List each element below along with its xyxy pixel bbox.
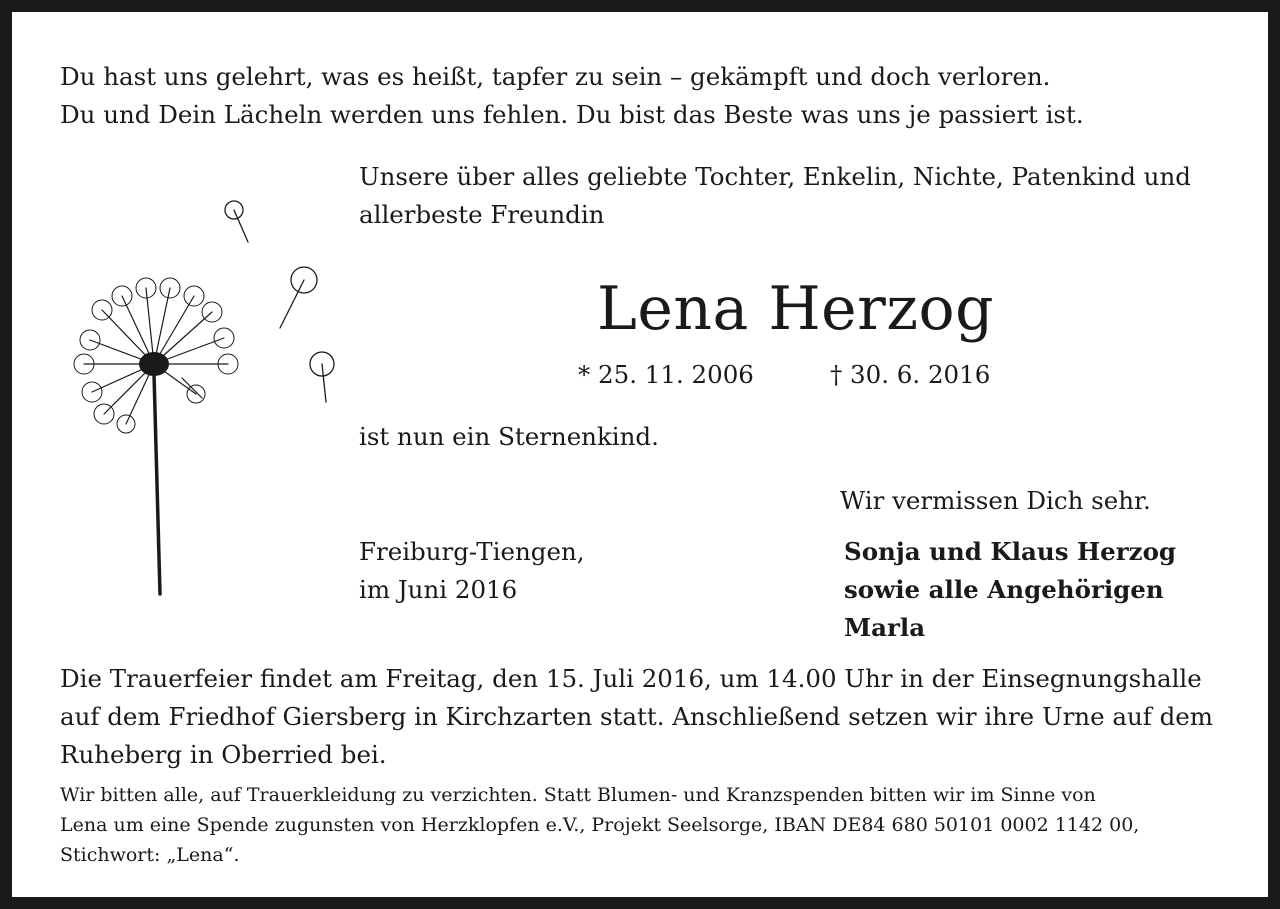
mourners-line-3: Marla bbox=[844, 613, 926, 642]
motto-line-2: Du und Dein Lächeln werden uns fehlen. Du bist das Beste was uns je passiert ist. bbox=[60, 100, 1084, 129]
intro-line-2: allerbeste Freundin bbox=[359, 200, 605, 229]
deceased-name: Lena Herzog bbox=[597, 274, 994, 344]
mourners bbox=[844, 533, 1176, 647]
birth-date: * 25. 11. 2006 bbox=[578, 360, 754, 389]
dandelion-icon bbox=[62, 192, 342, 612]
mourners-line-2: sowie alle Angehörigen bbox=[844, 575, 1164, 604]
farewell-text: Wir vermissen Dich sehr. bbox=[840, 486, 1151, 515]
date-line: im Juni 2016 bbox=[359, 575, 518, 604]
motto-line-1: Du hast uns gelehrt, was es heißt, tapfer zu sein – gekämpft und doch verloren. bbox=[60, 62, 1051, 91]
donation-line-2: Lena um eine Spende zugunsten von Herzklopfen e.V., Projekt Seelsorge, IBAN DE84 680 50101 0002 1142 00, bbox=[60, 814, 1140, 836]
death-date: † 30. 6. 2016 bbox=[830, 360, 991, 389]
status-text: ist nun ein Sternenkind. bbox=[359, 422, 659, 451]
ceremony-line-3: Ruheberg in Oberried bei. bbox=[60, 740, 387, 769]
donation-text bbox=[60, 780, 1222, 870]
place-line: Freiburg-Tiengen, bbox=[359, 537, 585, 566]
ceremony-line-2: auf dem Friedhof Giersberg in Kirchzarten statt. Anschließend setzen wir ihre Urne auf dem bbox=[60, 702, 1214, 731]
intro-text bbox=[359, 158, 1191, 234]
intro-line-1: Unsere über alles geliebte Tochter, Enkelin, Nichte, Patenkind und bbox=[359, 162, 1191, 191]
motto bbox=[60, 58, 1084, 134]
donation-line-3: Stichwort: „Lena“. bbox=[60, 844, 240, 866]
obituary-notice bbox=[12, 12, 1268, 897]
ceremony-text bbox=[60, 660, 1222, 774]
donation-line-1: Wir bitten alle, auf Trauerkleidung zu verzichten. Statt Blumen- und Kranzspenden bitten wir im Sinne von bbox=[60, 784, 1096, 806]
ceremony-line-1: Die Trauerfeier findet am Freitag, den 15. Juli 2016, um 14.00 Uhr in der Einsegnungshalle bbox=[60, 664, 1202, 693]
place-date bbox=[359, 533, 585, 609]
mourners-line-1: Sonja und Klaus Herzog bbox=[844, 537, 1177, 566]
